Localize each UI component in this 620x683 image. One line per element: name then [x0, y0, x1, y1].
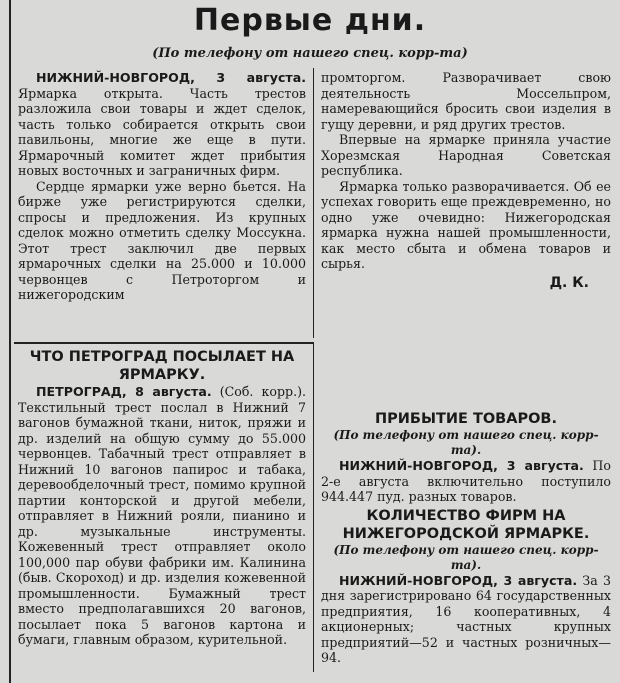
- article3-body: По 2-е августа включительно поступило 944.447 пуд. разных товаров.: [321, 458, 611, 504]
- article1-lead: НИЖНИЙ-НОВГОРОД, 3 августа.: [36, 70, 306, 85]
- article2-column: [18, 348, 306, 648]
- article3-lead: НИЖНИЙ-НОВГОРОД, 3 августа.: [339, 458, 584, 473]
- right-bottom-column: [321, 410, 611, 666]
- article4-lead: НИЖНИЙ-НОВГОРОД, 3 августа.: [339, 572, 578, 588]
- article1-p2: Сердце ярмарки уже верно бьется. На бирже уже регистрируются сделки, спросы и предложения. Из крупных сделок можно отметить сделку Моссукна. Этот трест заключил две первых ярмарочных сделки на 25.000 и 10.000 червонцев с Петроторгом и нижегородским: [18, 178, 306, 302]
- article3-heading: ПРИБЫТИЕ ТОВАРОВ.: [375, 411, 557, 427]
- article4-subhead: (По телефону от нашего спец. корр-та).: [333, 542, 599, 572]
- left-column-rule: [9, 0, 11, 683]
- article3-subhead: (По телефону от нашего спец. корр-та).: [333, 428, 599, 457]
- article2-lead: ПЕТРОГРАД, 8 августа.: [36, 384, 212, 399]
- article1-p4: Впервые на ярмарке приняла участие Хорезмская Народная Советская республика.: [321, 132, 611, 178]
- article1-p1: Ярмарка открыта. Часть трестов разложила свои товары и ждет сделок, часть только собирается открыть свои павильоны, многие же еще в пути. Ярмарочный комитет ждет прибытия новых восточных и заграничных фирм.: [18, 85, 306, 178]
- article2-heading: ЧТО ПЕТРОГРАД ПОСЫЛАЕТ НА ЯРМАРКУ.: [29, 349, 295, 383]
- article2-body: (Соб. корр.). Текстильный трест послал в Нижний 7 вагонов бумажной ткани, ниток, пряжи и др. изделий на общую сумму до 55.000 червонцев. Табачный трест отправляет в Нижний 10 вагонов папирос и табака, деревообделочный трест, помимо крупной партии конторской и другой мебели, отправляет в Нижний рояли, пианино и др. музыкальные инструменты. Кожевенный трест отправляет около 100,000 пар обуви фабрики им. Калинина (быв. Скороход) и др. изделия кожевенной промышленности. Бумажный трест вместо предполагавшихся 20 вагонов, посылает пока 5 вагонов картона и бумаги, главным образом, курительной.: [18, 384, 306, 647]
- dateline: (По телефону от нашего спец. корр-та): [152, 46, 468, 61]
- article1-p5: Ярмарка только разворачивается. Об ее успехах говорить еще преждевременно, но одно уже очевидно: Нижегородская ярмарка нужна нашей промышленности, как место сбыта и обмена товаров и сырья.: [321, 178, 611, 271]
- article1-right-column: [321, 70, 611, 291]
- article4-body: За 3 дня зарегистрировано 64 государственных предприятия, 16 кооперативных, 4 акционерных; частных крупных предприятий—52 и частных розничных—94.: [321, 572, 611, 665]
- headline: Первые дни.: [193, 3, 427, 38]
- article1-signature: Д. К.: [549, 274, 589, 291]
- top-column-rule: [313, 68, 314, 338]
- article1-p3: промторгом. Разворачивает свою деятельность Моссельпром, намеревающийся бросить свои изделия в гущу деревни, и ряд других трестов.: [321, 70, 611, 132]
- article4-heading: КОЛИЧЕСТВО ФИРМ НА НИЖЕГОРОДСКОЙ ЯРМАРКЕ.: [342, 507, 590, 542]
- bottom-column-rule: [313, 342, 314, 672]
- article1-left-column: [18, 70, 306, 303]
- horizontal-rule: [14, 342, 314, 344]
